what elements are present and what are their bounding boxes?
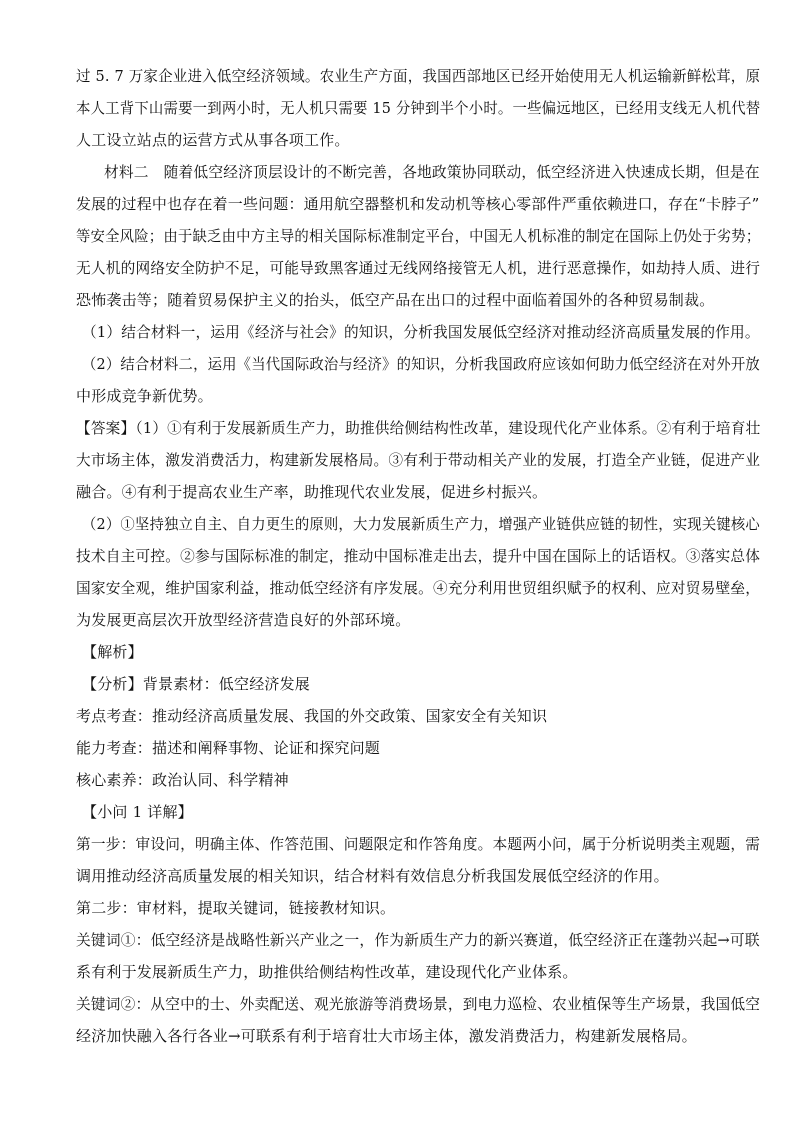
text-line: 能力考查：描述和阐释事物、论证和探究问题 [76,739,381,757]
text-line: 系有利于发展新质生产力，助推供给侧结构性改革，建设现代化产业体系。 [76,963,578,981]
text-line: 大市场主体，激发消费活力，构建新发展格局。③有利于带动相关产业的发展，打造全产业链，促进产业 [76,451,761,469]
question-2: （2）结合材料二，运用《当代国际政治与经济》的知识，分析我国政府应该如何助力低空经济在对外开放 [82,355,760,373]
analysis-heading: 【解析】 [82,643,143,661]
text-line: 第一步：审设问，明确主体、作答范围、问题限定和作答角度。本题两小问，属于分析说明类主观题，需 [76,835,761,853]
text-line: 为发展更高层次开放型经济营造良好的外部环境。 [76,611,411,629]
text-line: 人工设立站点的运营方式从事各项工作。 [76,131,350,149]
text-line: 考点考查：推动经济高质量发展、我国的外交政策、国家安全有关知识 [76,707,548,725]
text-line: 技术自主可控。②参与国际标准的制定，推动中国标准走出去，提升中国在国际上的话语权。③落实总体 [76,547,761,565]
text-line: 【分析】背景素材：低空经济发展 [82,675,311,693]
text-line: 发展的过程中也存在着一些问题：通用航空器整机和发动机等核心零部件严重依赖进口，存在“卡脖子” [76,195,760,213]
text-line: 无人机的网络安全防护不足，可能导致黑客通过无线网络接管无人机，进行恶意操作，如劫持人质、进行 [76,259,761,277]
text-line: 第二步：审材料，提取关键词，链接教材知识。 [76,899,396,917]
text-line: 等安全风险；由于缺乏由中方主导的相关国际标准制定平台，中国无人机标准的制定在国际上仍处于劣势； [76,227,761,245]
text-line: 核心素养：政治认同、科学精神 [76,771,289,789]
material-two-heading-line: 材料二 随着低空经济顶层设计的不断完善，各地政策协同联动，低空经济进入快速成长期，但是在 [104,163,760,181]
text-line: 经济加快融入各行各业→可联系有利于培育壮大市场主体，激发消费活力，构建新发展格局。 [76,1027,697,1045]
text-line: 国家安全观，维护国家利益，推动低空经济有序发展。④充分利用世贸组织赋予的权利、应对贸易壁垒， [76,579,761,597]
text-line: 过 5. 7 万家企业进入低空经济领域。农业生产方面，我国西部地区已经开始使用无人机运输新鲜松茸，原 [76,67,761,85]
text-line: 本人工背下山需要一到两小时，无人机只需要 15 分钟到半个小时。一些偏远地区，已经用支线无人机代替 [76,99,761,117]
text-line: 融合。④有利于提高农业生产率，助推现代农业发展，促进乡村振兴。 [76,483,548,501]
text-line: 关键词②：从空中的士、外卖配送、观光旅游等消费场景，到电力巡检、农业植保等生产场景，我国低空 [76,995,761,1013]
question-1: （1）结合材料一，运用《经济与社会》的知识，分析我国发展低空经济对推动经济高质量发展的作用。 [82,323,760,341]
answer-2-line: （2）①坚持独立自主、自力更生的原则，大力发展新质生产力，增强产业链供应链的韧性，实现关键核心 [82,515,760,533]
answer-heading-line: 【答案】（1）①有利于发展新质生产力，助推供给侧结构性改革，建设现代化产业体系。②有利于培育壮 [76,419,761,437]
text-line: 恐怖袭击等；随着贸易保护主义的抬头，低空产品在出口的过程中面临着国外的各种贸易制裁。 [76,291,715,309]
text-line: 关键词①：低空经济是战略性新兴产业之一，作为新质生产力的新兴赛道，低空经济正在蓬勃兴起→可联 [76,931,760,949]
text-line: 中形成竞争新优势。 [76,387,213,405]
text-line: 调用推动经济高质量发展的相关知识，结合材料有效信息分析我国发展低空经济的作用。 [76,867,669,885]
sub-question-heading: 【小问 1 详解】 [82,803,193,821]
